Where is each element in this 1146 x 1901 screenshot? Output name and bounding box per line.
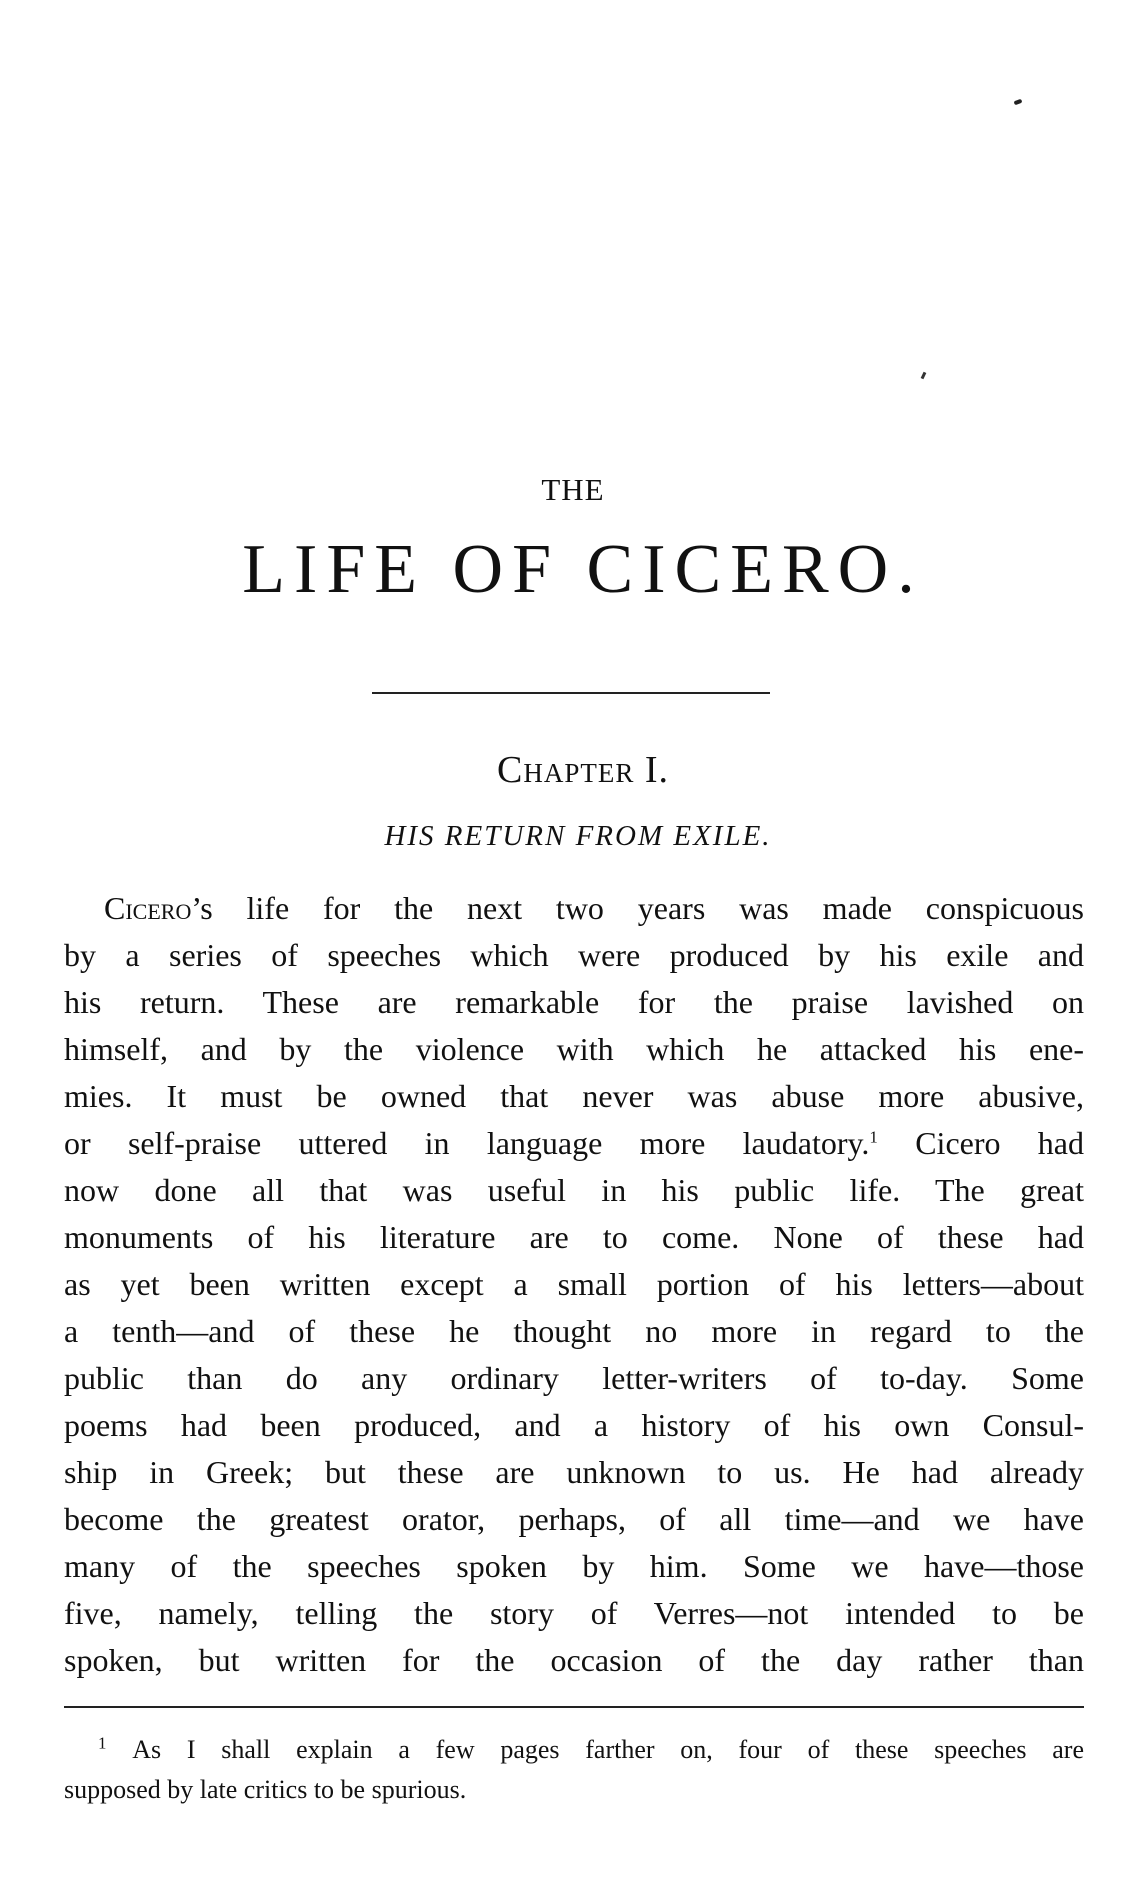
body-line: now done all that was useful in his public life. The great (64, 1172, 1084, 1208)
body-line: ship in Greek; but these are unknown to us. He had already (64, 1454, 1084, 1490)
pre-title: THE (541, 472, 605, 507)
first-word: Cicero (104, 890, 192, 926)
body-line: a tenth—and of these he thought no more in regard to the (64, 1313, 1084, 1349)
chapter-heading: Chapter I. (496, 749, 669, 791)
body-paragraph (64, 885, 1084, 1684)
footnote (64, 1730, 1084, 1810)
body-line: mies. It must be owned that never was abuse more abusive, (64, 1078, 1084, 1114)
body-line: poems had been produced, and a history of his own Consul- (64, 1407, 1084, 1443)
body-line (64, 1120, 1084, 1167)
book-title: LIFE OF CICERO. (242, 531, 924, 608)
print-speck (1014, 99, 1023, 105)
footnote-line (64, 1730, 1084, 1770)
body-line-text: ’s life for the next two years was made conspicuous (191, 890, 1084, 926)
body-line-text: Cicero had (877, 1125, 1085, 1161)
body-line: by a series of speeches which were produced by his exile and (64, 937, 1084, 973)
chapter-subtitle: HIS RETURN FROM EXILE. (384, 820, 772, 852)
footnote-reference[interactable]: 1 (869, 1127, 878, 1147)
title-divider (372, 692, 770, 694)
footnote-marker: 1 (98, 1733, 107, 1753)
footnote-line: supposed by late critics to be spurious. (64, 1775, 467, 1804)
body-line: spoken, but written for the occasion of the day rather than (64, 1642, 1084, 1678)
body-line: become the greatest orator, perhaps, of all time—and we have (64, 1501, 1084, 1537)
body-line: monuments of his literature are to come. None of these had (64, 1219, 1084, 1255)
body-line-text: or self-praise uttered in language more laudatory. (64, 1125, 870, 1161)
body-line: as yet been written except a small portion of his letters—about (64, 1266, 1084, 1302)
print-speck (921, 372, 927, 380)
body-line: himself, and by the violence with which he attacked his ene- (64, 1031, 1084, 1067)
body-line: public than do any ordinary letter-writers of to-day. Some (64, 1360, 1084, 1396)
body-line (64, 885, 1084, 932)
footnote-text: As I shall explain a few pages farther on, four of these speeches are (132, 1735, 1084, 1764)
footnote-divider (64, 1706, 1084, 1708)
body-line: his return. These are remarkable for the praise lavished on (64, 984, 1084, 1020)
body-line: many of the speeches spoken by him. Some we have—those (64, 1548, 1084, 1584)
body-line: five, namely, telling the story of Verres—not intended to be (64, 1595, 1084, 1631)
